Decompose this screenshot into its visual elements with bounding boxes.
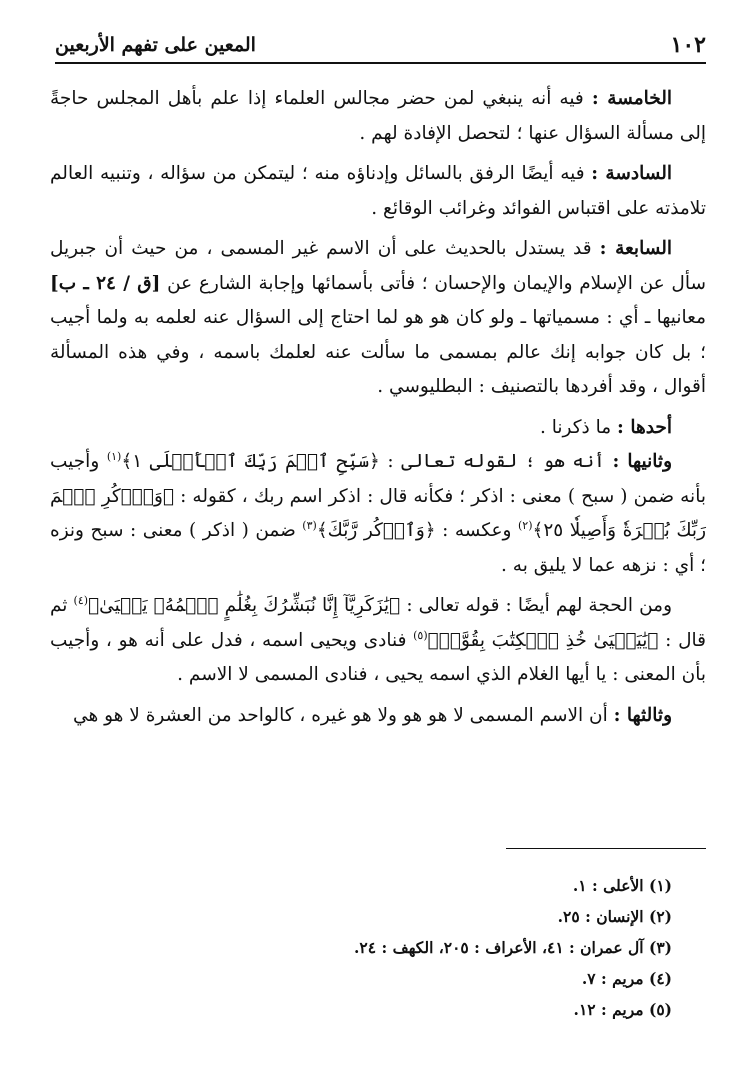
running-title: المعين على تفهم الأربعين xyxy=(55,34,256,56)
footnote-item: (١) الأعلى : ١. xyxy=(572,876,672,895)
paragraph-second-view xyxy=(50,445,706,583)
paragraph-text-continued: وأجيب بأنه ضمن ( سبح ) معنى : اذكر ؛ فكأنه قال : اذكر اسم ربك ، كقوله : ﴿وَٱذۡكُرِ ٱسۡمَ رَبِّكَ بُكۡرَةٗ وَأَصِيلٗا ٢٥﴾ xyxy=(50,451,706,541)
paragraph-lead: السابعة : xyxy=(599,238,672,259)
footnote-item: (٣) آل عمران : ٤١، الأعراف : ٢٠٥، الكهف : ٢٤. xyxy=(354,938,672,957)
paragraph-text: فيه أيضًا الرفق بالسائل وإدناؤه منه ؛ ليتمكن من سؤاله ، وتنبيه العالم تلامذته على اقتباس الفوائد وغرائب الوقائع . xyxy=(50,163,706,219)
page-number: ١٠٢ xyxy=(670,32,706,58)
footnote-marker[interactable]: (٥) xyxy=(413,628,428,642)
footnote-marker[interactable]: (١) xyxy=(106,449,122,463)
paragraph-argument xyxy=(50,589,706,693)
manuscript-folio-ref: [ق / ٢٤ ـ ب] xyxy=(50,272,161,294)
paragraph-text: أنه هو ؛ لقوله تعالى : ﴿سَبِّحِ ٱسۡمَ رَبِّكَ ٱلۡأَعۡلَى ١﴾ xyxy=(121,451,613,472)
footnote-item: (٢) الإنسان : ٢٥. xyxy=(557,907,672,926)
paragraph-lead: الخامسة : xyxy=(591,88,672,109)
paragraph-seventh xyxy=(50,232,706,405)
paragraph-text: قد يستدل بالحديث على أن الاسم غير المسمى ، من حيث أن جبريل سأل عن الإسلام والإيمان والإحسان ؛ فأتى بأسمائها وإجابة الشارع عن xyxy=(50,238,706,294)
footnote-item: (٥) مريم : ١٢. xyxy=(573,1000,672,1019)
paragraph-text-continued: ضمن ( اذكر ) معنى : سبح ونزه ؛ أي : نزهه عما لا يليق به . xyxy=(50,520,706,576)
footnote-marker[interactable]: (٤) xyxy=(73,593,89,607)
footnote-marker[interactable]: (٢) xyxy=(517,518,533,532)
paragraph-lead: وثانيها : xyxy=(612,451,673,472)
paragraph-text: ما ذكرنا . xyxy=(539,416,618,438)
main-text xyxy=(50,82,706,739)
paragraph-text-continued: وعكسه : ﴿وَٱذۡكُر رَّبَّكَ﴾ xyxy=(316,520,518,541)
paragraph-sixth xyxy=(50,157,706,226)
paragraph-lead: أحدها : xyxy=(617,416,672,438)
footnote-divider xyxy=(506,848,706,849)
footnote-marker[interactable]: (٣) xyxy=(302,518,317,532)
paragraph-fifth xyxy=(50,82,706,151)
paragraph-third-view xyxy=(50,699,706,734)
page-header xyxy=(55,28,706,64)
paragraph-text-continued: فنادى ويحيى اسمه ، فدل على أنه هو ، وأجيب بأن المعنى : يا أيها الغلام الذي اسمه يحيى ، فنادى المسمى لا الاسم . xyxy=(50,629,706,685)
paragraph-first-view xyxy=(50,411,706,446)
paragraph-lead: السادسة : xyxy=(591,163,672,184)
footnotes xyxy=(50,870,704,1025)
paragraph-text: ومن الحجة لهم أيضًا : قوله تعالى : ﴿يَٰزَكَرِيَّآ إِنَّا نُبَشِّرُكَ بِغُلَٰمٍ ٱسۡمُهُۥ يَحۡيَىٰ﴾ xyxy=(88,595,673,616)
paragraph-text: فيه أنه ينبغي لمن حضر مجالس العلماء إذا علم بأهل المجلس حاجةً إلى مسألة السؤال عنها ؛ لتحصل الإفادة لهم . xyxy=(50,88,706,144)
paragraph-text-continued: ثم قال : ﴿يَٰيَحۡيَىٰ خُذِ ٱلۡكِتَٰبَ بِقُوَّةٖ﴾ xyxy=(50,595,706,651)
paragraph-text: أن الاسم المسمى لا هو هو ولا هو غيره ، كالواحد من العشرة لا هو هي xyxy=(73,704,614,726)
paragraph-lead: وثالثها : xyxy=(613,704,672,726)
footnote-item: (٤) مريم : ٧. xyxy=(581,969,672,988)
paragraph-text-continued: معانيها ـ أي : مسمياتها ـ ولو كان هو هو لما احتاج إلى السؤال عنه لعلمه به ولما أجيب ؛ بل كان جوابه إنك عالم بمسمى ما سألت عنه لعلمك باسمه ، وفي هذه المسألة أقوال ، وقد أفردها بالتصنيف : البطليوسي . xyxy=(50,307,706,397)
